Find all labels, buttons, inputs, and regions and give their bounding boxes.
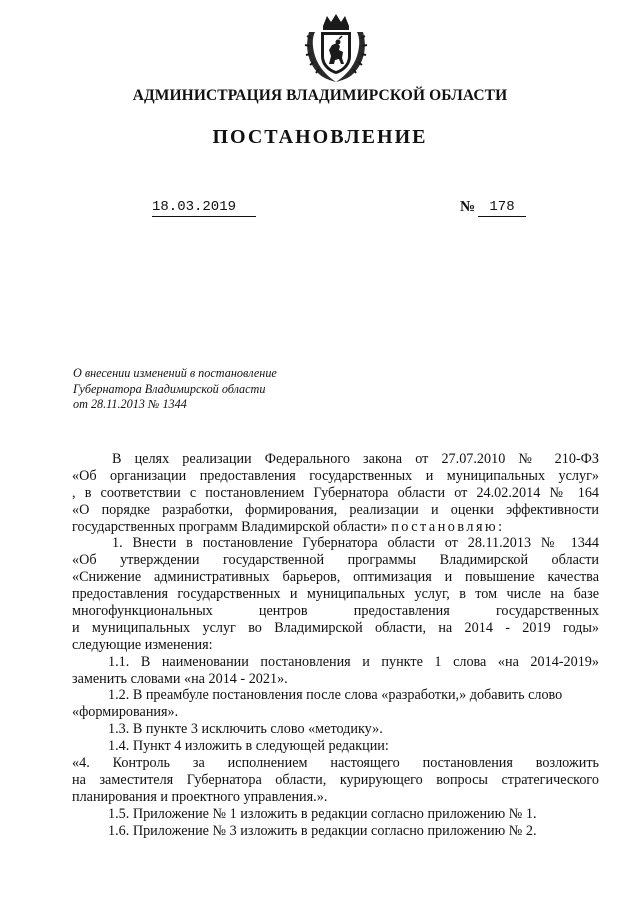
- body-line: предоставления государственных и муниципальных услуг, в том числе на базе: [72, 586, 599, 603]
- body-line: В целях реализации Федерального закона от 27.07.2010 № 210-ФЗ: [112, 451, 599, 467]
- document-body: [72, 451, 599, 839]
- body-line: 1.5. Приложение № 1 изложить в редакции согласно приложению № 1.: [108, 805, 537, 822]
- body-line: 1.1. В наименовании постановления и пункте 1 слова «на 2014-2019»: [108, 653, 599, 670]
- number-label: №: [460, 199, 476, 215]
- coat-of-arms-icon: [301, 12, 371, 84]
- body-line: «формирования».: [72, 704, 179, 721]
- body-text: государственных программ Владимирской области»: [72, 518, 392, 535]
- body-line: 1.3. В пункте 3 исключить слово «методику».: [108, 721, 383, 738]
- document-subject: [73, 366, 333, 413]
- body-line: 1. Внести в постановление Губернатора области от 28.11.2013 № 1344: [112, 535, 599, 552]
- subject-line: от 28.11.2013 № 1344: [73, 397, 187, 411]
- body-line: 1.4. Пункт 4 изложить в следующей редакции:: [108, 738, 389, 755]
- body-line: «Об организации предоставления государственных и муниципальных услуг»: [72, 467, 599, 484]
- body-line: «4. Контроль за исполнением настоящего постановления возложить: [72, 755, 599, 772]
- body-line: «О порядке разработки, формирования, реализации и оценки эффективности: [72, 501, 599, 518]
- subject-line: Губернатора Владимирской области: [73, 381, 266, 396]
- body-line: планирования и проектного управления.».: [72, 788, 328, 805]
- resolution-word: постановляю:: [391, 518, 505, 535]
- subject-line: О внесении изменений в постановление: [73, 366, 277, 380]
- body-line: заменить словами «на 2014 - 2021».: [72, 670, 288, 687]
- body-line: на заместителя Губернатора области, курирующего вопросы стратегического: [72, 771, 599, 788]
- body-line: 1.2. В преамбуле постановления после слова «разработки,» добавить слово: [108, 687, 563, 704]
- document-date: 18.03.2019: [152, 198, 256, 217]
- document-number: 178: [478, 198, 526, 217]
- body-line: следующие изменения:: [72, 636, 213, 653]
- organization-title: АДМИНИСТРАЦИЯ ВЛАДИМИРСКОЙ ОБЛАСТИ: [132, 87, 508, 104]
- body-line: 1.6. Приложение № 3 изложить в редакции согласно приложению № 2.: [108, 822, 537, 839]
- body-line: и муниципальных услуг во Владимирской области, на 2014 - 2019 годы»: [72, 619, 599, 636]
- document-type-title: ПОСТАНОВЛЕНИЕ: [212, 126, 428, 148]
- body-line: «Снижение административных барьеров, оптимизация и повышение качества: [72, 569, 599, 586]
- body-line: , в соответствии с постановлением Губернатора области от 24.02.2014 № 164: [72, 484, 599, 501]
- body-line: многофункциональных центров предоставления государственных: [72, 603, 599, 620]
- body-line: «Об утверждении государственной программы Владимирской области: [72, 552, 599, 569]
- body-line: [72, 519, 599, 536]
